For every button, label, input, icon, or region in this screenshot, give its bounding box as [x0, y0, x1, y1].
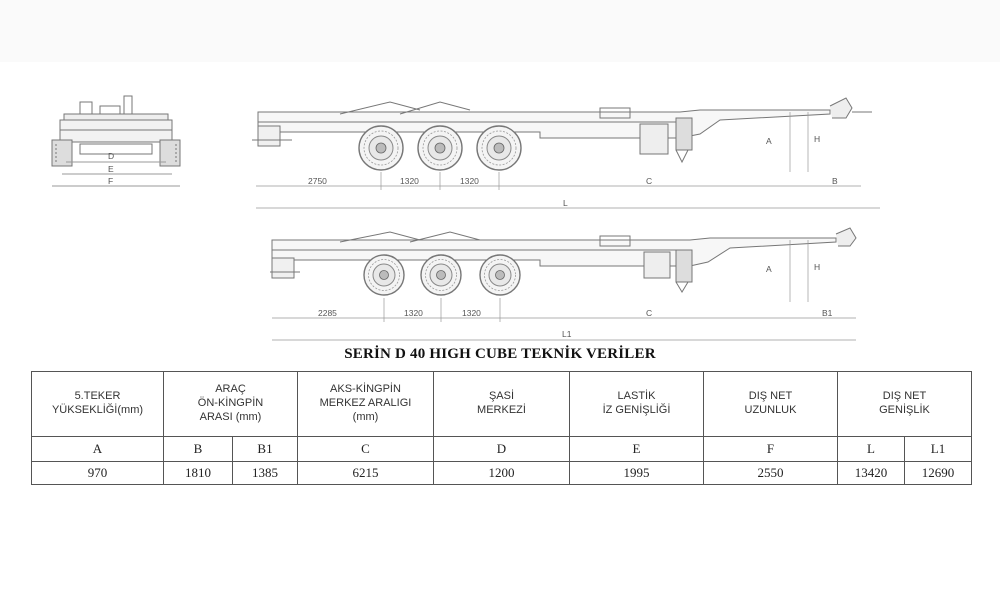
bottom-vert-h: H [814, 262, 821, 272]
symbol-cell: L1 [905, 437, 972, 462]
header-overall-width: DIŞ NET GENİŞLİK [838, 372, 972, 437]
top-dim-2: 1320 [400, 176, 419, 186]
bottom-dim-2: 1320 [404, 308, 423, 318]
top-dim-1: 2750 [308, 176, 327, 186]
symbol-cell: E [570, 437, 704, 462]
top-dim-3: 1320 [460, 176, 479, 186]
front-label-d: D [108, 151, 115, 161]
top-band [0, 0, 1000, 62]
header-axle-kingpin: AKS-KİNGPİN MERKEZ ARALIGI (mm) [298, 372, 434, 437]
top-vert-h: H [814, 134, 821, 144]
spec-title: SERİN D 40 HIGH CUBE TEKNİK VERİLER [344, 346, 656, 362]
header-tire-track-width: LASTİK İZ GENİŞLİĞİ [570, 372, 704, 437]
symbol-cell: C [298, 437, 434, 462]
symbol-cell: B [164, 437, 233, 462]
header-front-kingpin: ARAÇ ÖN-KİNGPİN ARASI (mm) [164, 372, 298, 437]
spec-table [31, 371, 972, 485]
bottom-dim-5: B1 [822, 308, 833, 318]
trailer-side-view-bottom [270, 228, 856, 292]
trailer-side-view-top [252, 98, 872, 162]
technical-drawing [0, 62, 1000, 346]
header-chassis-center: ŞASİ MERKEZİ [434, 372, 570, 437]
bottom-dim-4: C [646, 308, 653, 318]
header-overall-length: DIŞ NET UZUNLUK [704, 372, 838, 437]
front-label-f: F [108, 176, 114, 186]
top-vert-a: A [766, 136, 772, 146]
top-dim-5: B [832, 176, 838, 186]
top-overall-l: L [563, 198, 568, 208]
front-view [52, 96, 180, 186]
bottom-dim-3: 1320 [462, 308, 481, 318]
value-cell: 1385 [233, 462, 298, 485]
value-cell: 1810 [164, 462, 233, 485]
front-label-e: E [108, 164, 114, 174]
bottom-overall-l1: L1 [562, 329, 572, 339]
value-cell: 1995 [570, 462, 704, 485]
symbol-cell: D [434, 437, 570, 462]
symbol-cell: A [32, 437, 164, 462]
value-cell: 970 [32, 462, 164, 485]
value-cell: 6215 [298, 462, 434, 485]
bottom-vert-a: A [766, 264, 772, 274]
header-5th-wheel-height: 5.TEKER YÜKSEKLİĞİ(mm) [32, 372, 164, 437]
symbol-cell: L [838, 437, 905, 462]
value-cell: 2550 [704, 462, 838, 485]
spec-symbol-row [32, 437, 972, 462]
top-dim-4: C [646, 176, 653, 186]
bottom-dim-1: 2285 [318, 308, 337, 318]
symbol-cell: B1 [233, 437, 298, 462]
value-cell: 1200 [434, 462, 570, 485]
spec-value-row [32, 462, 972, 485]
symbol-cell: F [704, 437, 838, 462]
value-cell: 12690 [905, 462, 972, 485]
spec-header-row [32, 372, 972, 437]
value-cell: 13420 [838, 462, 905, 485]
